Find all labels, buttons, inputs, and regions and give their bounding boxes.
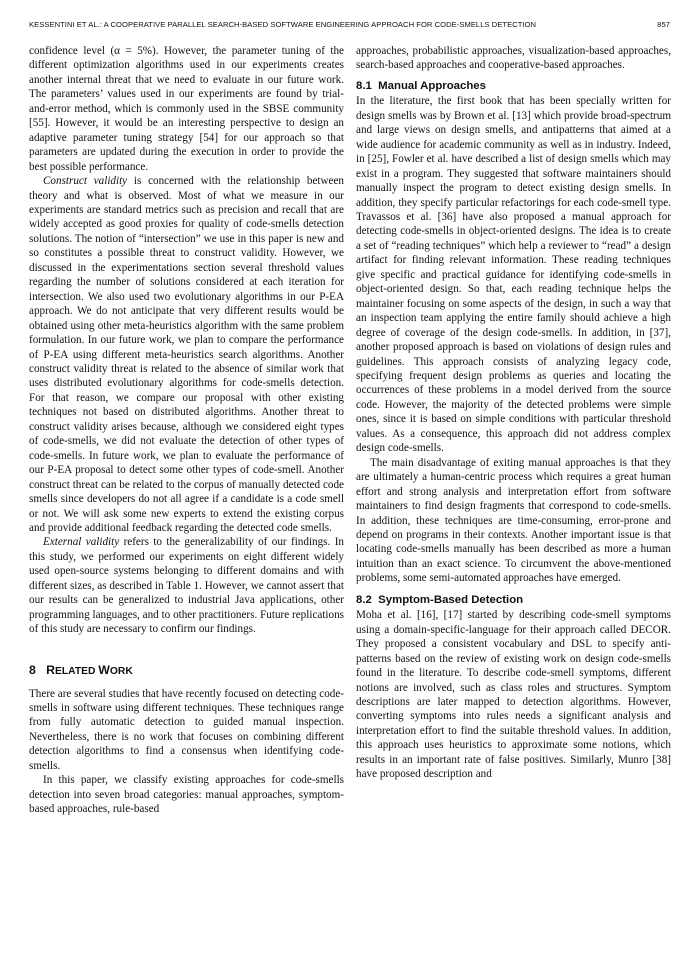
paragraph: There are several studies that have recently focused on detecting code-smells in software using different techniques. These techniques range from fully automatic detection to guided manual inspection. Nevertheless, there is no work that focuses on combining different detection algorithms to find a consensus when identifying code-smells.: [29, 687, 344, 772]
subsection-heading-symptom-based-detection: 8.2 Symptom-Based Detection: [356, 593, 524, 606]
page-number: 857: [657, 20, 670, 29]
right-column: [356, 44, 671, 782]
section-title-initial-w: W: [98, 662, 110, 677]
term-construct-validity: Construct validity: [43, 175, 128, 188]
paragraph: The main disadvantage of exiting manual approaches is that they are ultimately a human-centric process which requires a great human effort and strong analysis and interpretation effort from software maintainers to find design fragments that correspond to code-smells. In addition, these techniques are time-consuming, error-prone and depend on programs in their contexts. Another important issue is that locating code-smells manually has been described as more a human intuition than an exact science. To circumvent the above-mentioned problems, some semi-automated approaches have emerged.: [356, 456, 671, 585]
running-title: KESSENTINI ET AL.: A COOPERATIVE PARALLEL SEARCH-BASED SOFTWARE ENGINEERING APPROACH FOR CODE-SMELLS DETECTION: [29, 20, 537, 29]
section-heading-related-work: [29, 662, 344, 680]
section-number: 8: [29, 662, 36, 677]
subsection-heading-manual-approaches: 8.1 Manual Approaches: [356, 79, 486, 92]
left-column: [29, 44, 344, 817]
term-external-validity: External validity: [43, 536, 120, 549]
paragraph: In this paper, we classify existing approaches for code-smells detection into seven broad categories: manual approaches, symptom-based approaches, rule-based: [29, 774, 344, 816]
paragraph: approaches, probabilistic approaches, visualization-based approaches, search-based approaches and cooperative-based approaches.: [356, 45, 671, 72]
paragraph: Moha et al. [16], [17] started by describing code-smell symptoms using a domain-specific-language for their approach called DECOR. They proposed a consistent vocabulary and DSL to specify anti-patterns based on the review of existing work on design code-smells found in the literature. To describe code-smell symptoms, different notions are involved, such as class roles and structures. Symptom descriptions are later mapped to detection algorithms. However, converting symptoms into rules needs a significant analysis and interpretation effort to find the suitable threshold values. In addition, this approach uses heuristics to approximate some notions, which results in an important rate of false positives. Similarly, Munro [38] have proposed description and: [356, 609, 671, 781]
section-title-part: ELATED: [54, 665, 99, 677]
paragraph: confidence level (α = 5%). However, the parameter tuning of the different optimization algorithms used in our experiments creates another internal threat that we need to evaluate in our future work. The parameters’ values used in our experiments are found by trial-and-error method, which is commonly used in the SBSE community [55]. However, it would be an interesting perspective to design an adaptive parameter tuning strategy [54] for our approach so that parameters are updated during the execution in order to provide the best possible performance.: [29, 45, 344, 173]
paragraph-text: refers to the generalizability of our findings. In this study, we performed our experiments on eight different widely used open-source systems belonging to different domains and with different sizes, as described in Table 1. However, we cannot assert that our results can be generalized to industrial Java applications, other programming languages, and to other practitioners. Future replications of this study are necessary to confirm our findings.: [29, 536, 344, 636]
paragraph-construct-validity: [29, 174, 344, 535]
paragraph: In the literature, the first book that has been specially written for design smells was by Brown et al. [13] which provide broad-spectrum and large views on design smells, and antipatterns that aimed at a wide audience for academic community as well as in industry. Indeed, in [25], Fowler et al. have described a list of design smells which may exist in a program. They suggested that software maintainers should manually inspect the program to detect existing design smells. In addition, they specify particular refactorings for each code-smell type. Travassos et al. [36] have also proposed a manual approach for detecting code-smells in object-oriented designs. The idea is to create a set of “reading techniques” which help a reviewer to “read” a design artifact for finding relevant information. These reading techniques give specific and practical guidance for identifying code-smells in object-oriented design. So that, each reading technique helps the maintainer focusing on some aspects of the design, in such a way that an inspection team applying the entire family should achieve a high degree of coverage of the design code-smells. In addition, in [37], another proposed approach is based on violations of design rules and guidelines. This approach consists of analyzing legacy code, specifying frequent design problems as queries and locating the occurrences of these problems in a model derived from the source code. However, the majority of the detected problems were simple ones, since it is based on simple conditions with particular threshold values. As a consequence, this approach did not address complex design code-smells.: [356, 95, 671, 455]
paragraph-external-validity: [29, 535, 344, 636]
section-title-part: ORK: [109, 665, 133, 677]
running-header: [29, 20, 670, 32]
section-title-initial-r: R: [46, 662, 55, 677]
paragraph-text: is concerned with the relationship between theory and what is observed. Most of what we measure in our experiments are standard metrics such as precision and recall that are widely accepted as good proxies for quality of code-smells detection solutions. The notion of “intersection” we use in this paper is new and so constitutes a possible threat to construct validity. However, we discussed in the experimentations section several threshold values regarding the number of solutions considered at each iteration for intersection. We also used two evolutionary algorithms in our P-EA approach. We do not anticipate that very different results would be obtained using other meta-heuristics algorithm with the same problem formulation. In our future work, we plan to compare the performance of P-EA using different meta-heuristics search algorithms. Another construct validity threat is related to the absence of similar work that uses distributed evolutionary algorithms for code-smells detection. For that reason, we compare our proposal with other existing techniques not based on distributed algorithms. Another threat to construct validity arises because, although we considered eight types of code-smells, we did not evaluate the detection of other types of code-smells. In future work, we plan to evaluate the performance of our P-EA proposal to detect some other types of code-smell. Another construct threat can be related to the corpus of manually detected code smells since developers do not all agree if a candidate is a code smell or not. We will ask some new experts to extend the existing corpus and provide additional feedback regarding the detected code smells.: [29, 175, 344, 534]
